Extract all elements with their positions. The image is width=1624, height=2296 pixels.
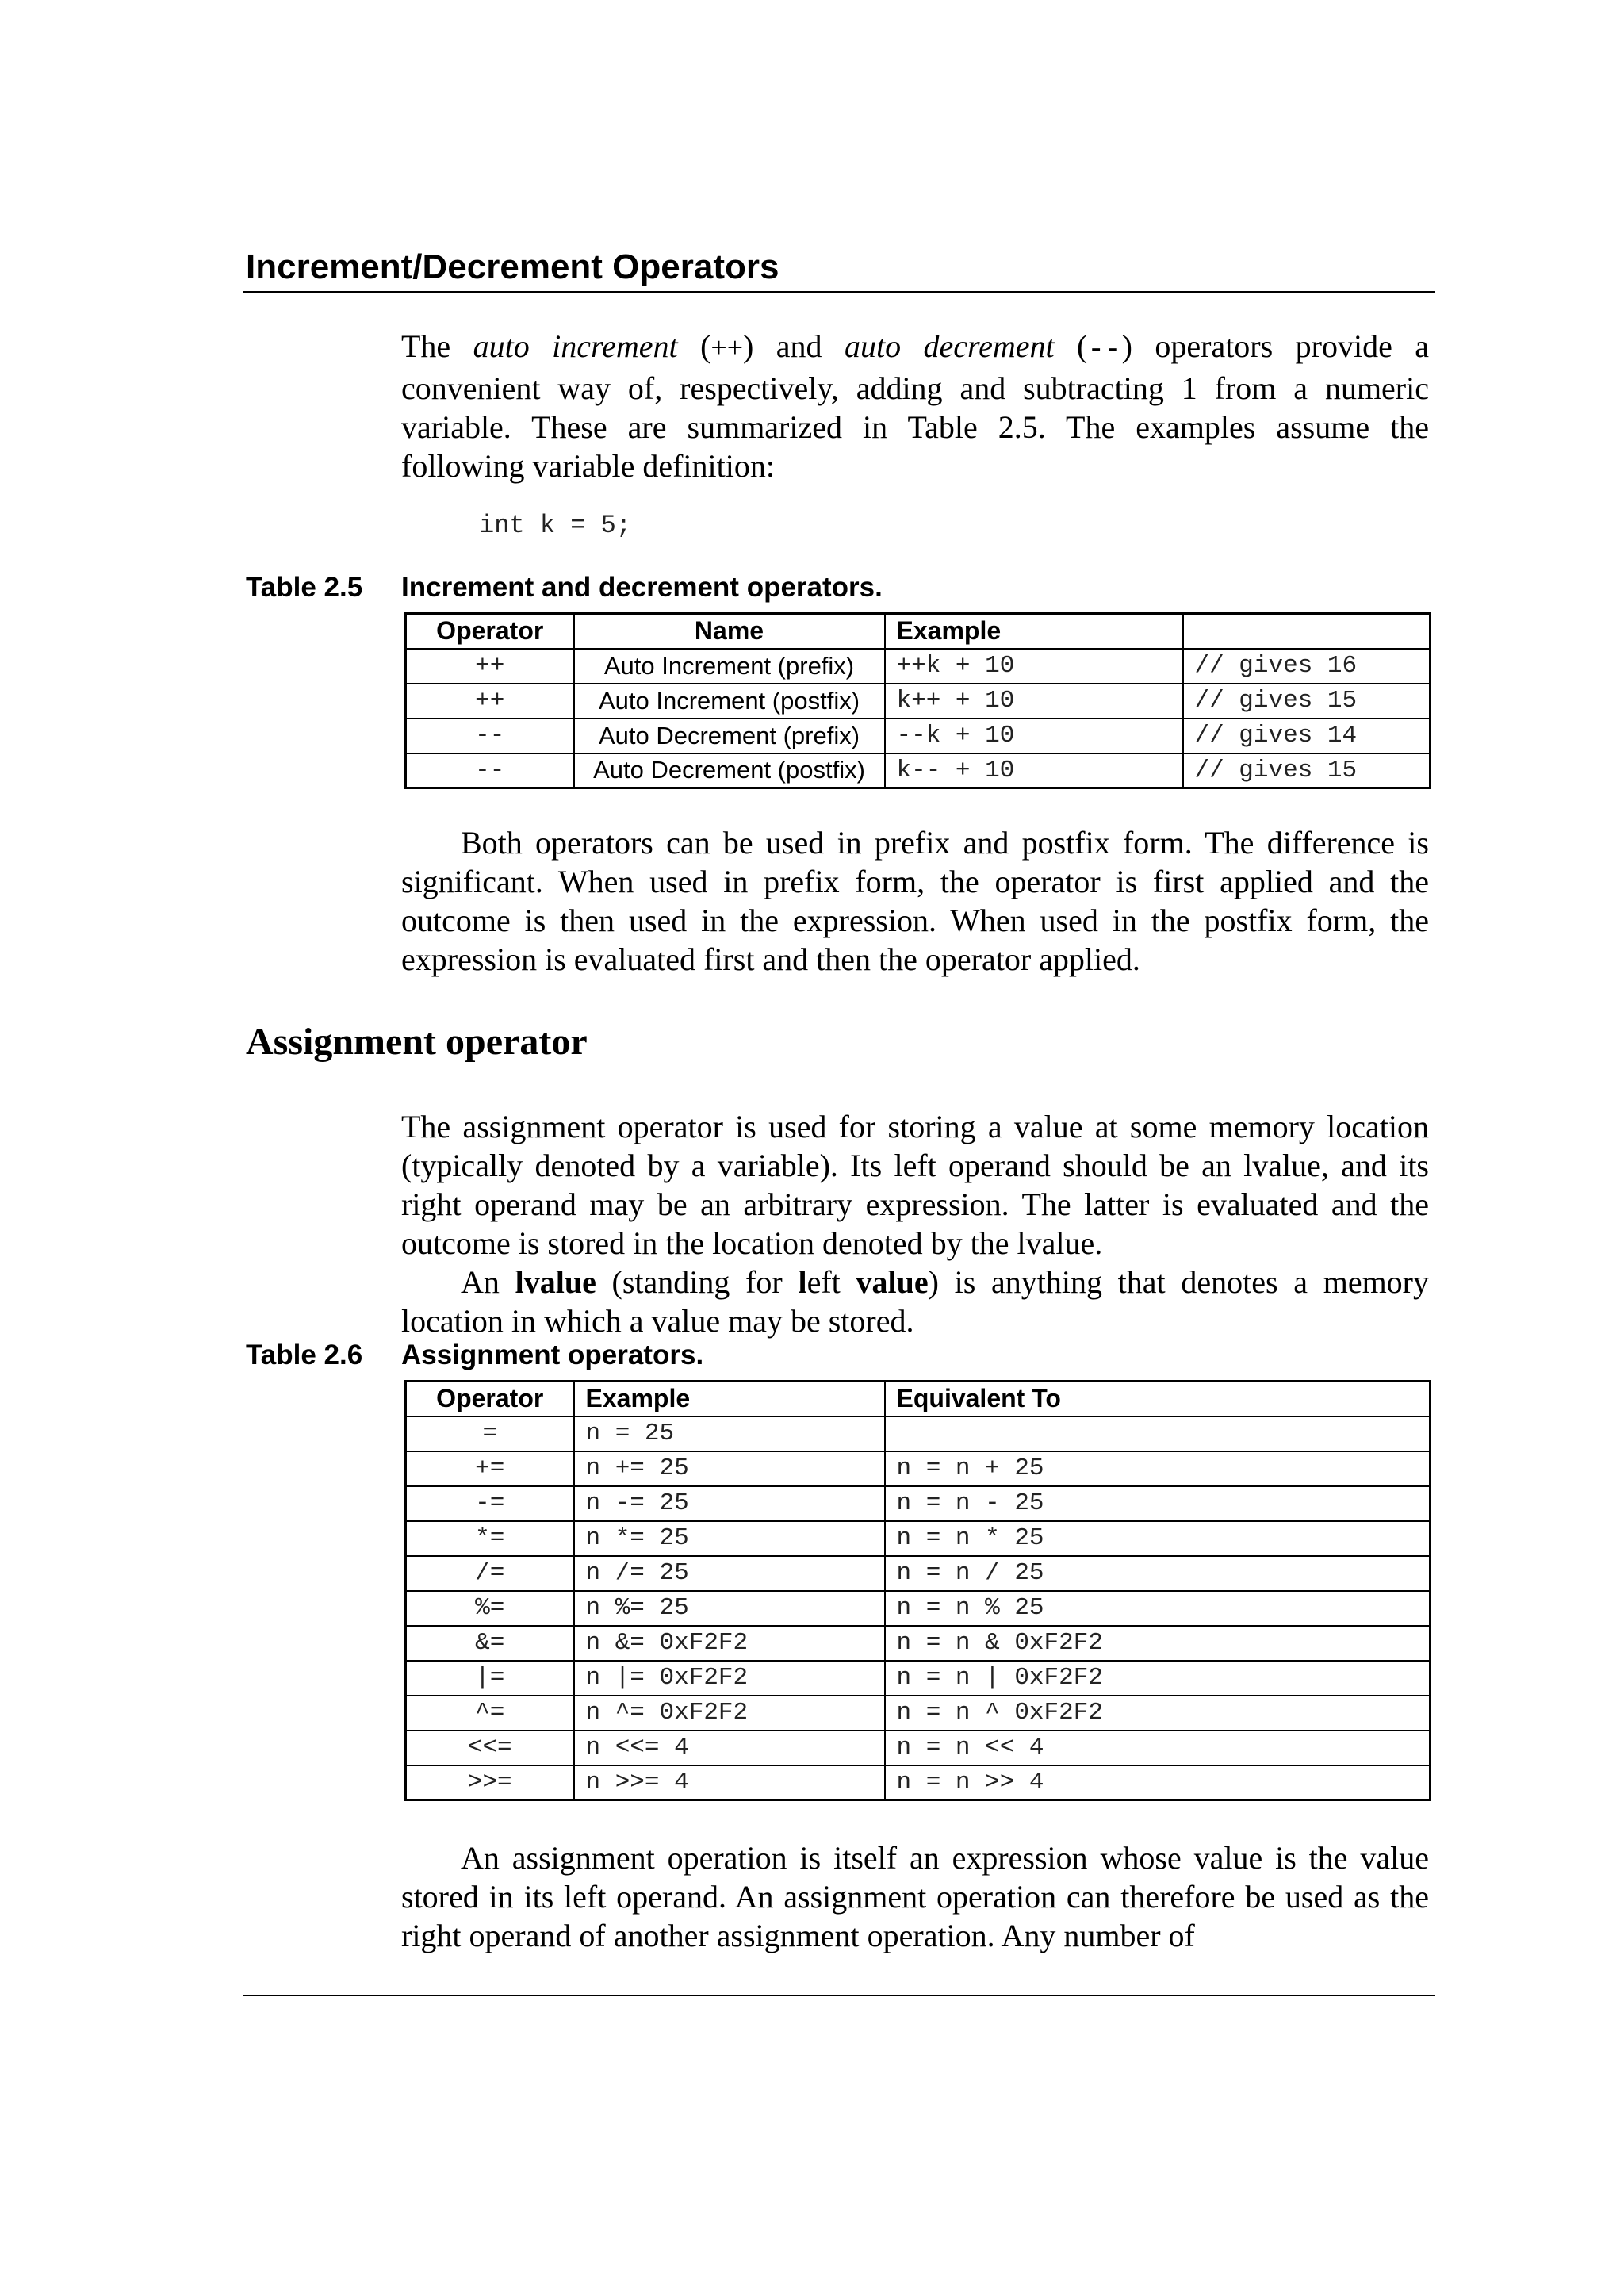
assignment-paragraph: The assignment operator is used for storing a value at some memory location (typically denoted by a variable). Its left operand should be an lvalue, and its right operand may be an arbitrary expression. The latter is evaluated and the outcome is stored in the location denoted by the lvalue. [401, 1109, 1429, 1261]
equivalent-cell: n = n - 25 [885, 1486, 1431, 1521]
comment-cell: // gives 16 [1183, 649, 1431, 684]
equivalent-cell: n = n & 0xF2F2 [885, 1626, 1431, 1661]
code-example: int k = 5; [479, 511, 632, 540]
intro-paragraph [401, 327, 1429, 485]
text: ) operators provide a convenient way of, respectively, adding and subtracting 1 from a numeric variable. These are summarized in Table 2.5. The examples assume the following variable definition: [401, 328, 1430, 484]
equivalent-cell: n = n / 25 [885, 1556, 1431, 1591]
column-header: Example [574, 1382, 885, 1416]
example-cell: k-- + 10 [885, 753, 1183, 788]
section-heading: Assignment operator [246, 1021, 588, 1063]
bold-term: lvalue [515, 1264, 596, 1300]
table-row [406, 1765, 1431, 1800]
text: eft [806, 1264, 856, 1300]
table-row [406, 1416, 1431, 1451]
column-header: Operator [406, 1382, 574, 1416]
footer-rule [243, 1995, 1435, 1996]
operator-cell: %= [406, 1591, 574, 1626]
table-label: Table 2.6 [246, 1340, 363, 1370]
comment-cell: // gives 15 [1183, 684, 1431, 719]
table-row [406, 719, 1431, 753]
bold-term: value [856, 1264, 929, 1300]
operator-cell: -= [406, 1486, 574, 1521]
equivalent-cell: n = n >> 4 [885, 1765, 1431, 1800]
table-header-row [406, 1382, 1431, 1416]
operator-cell: >>= [406, 1765, 574, 1800]
operator-cell: = [406, 1416, 574, 1451]
equivalent-cell: n = n + 25 [885, 1451, 1431, 1486]
text: The [401, 328, 473, 364]
equivalent-cell: n = n * 25 [885, 1521, 1431, 1556]
example-cell: n *= 25 [574, 1521, 885, 1556]
text: ) and [743, 328, 845, 364]
italic-term: auto decrement [844, 328, 1055, 364]
operator-cell: &= [406, 1626, 574, 1661]
heading-rule [243, 291, 1435, 293]
assignment-operators-table [404, 1380, 1431, 1801]
operator-cell: -- [406, 753, 574, 788]
table-row [406, 1661, 1431, 1696]
column-header: Example [885, 614, 1183, 649]
table-row [406, 1626, 1431, 1661]
equivalent-cell: n = n << 4 [885, 1731, 1431, 1765]
column-header [1183, 614, 1431, 649]
comment-cell: // gives 15 [1183, 753, 1431, 788]
text: ) is anything that denotes a memory location in which a value may be stored. [401, 1264, 1430, 1339]
comment-cell: // gives 14 [1183, 719, 1431, 753]
bold-term: l [798, 1264, 807, 1300]
column-header: Name [574, 614, 885, 649]
table-row [406, 1731, 1431, 1765]
text: An [461, 1264, 515, 1300]
example-cell: n |= 0xF2F2 [574, 1661, 885, 1696]
example-cell: ++k + 10 [885, 649, 1183, 684]
italic-term: auto increment [473, 328, 678, 364]
table-caption: Assignment operators. [401, 1340, 704, 1370]
equivalent-cell: n = n % 25 [885, 1591, 1431, 1626]
operator-cell: += [406, 1451, 574, 1486]
example-cell: n = 25 [574, 1416, 885, 1451]
example-cell: n &= 0xF2F2 [574, 1626, 885, 1661]
name-cell: Auto Decrement (postfix) [574, 753, 885, 788]
table-row [406, 1451, 1431, 1486]
table-row [406, 1591, 1431, 1626]
table-row [406, 1696, 1431, 1731]
example-cell: n += 25 [574, 1451, 885, 1486]
example-cell: n ^= 0xF2F2 [574, 1696, 885, 1731]
example-cell: k++ + 10 [885, 684, 1183, 719]
equivalent-cell: n = n ^ 0xF2F2 [885, 1696, 1431, 1731]
column-header: Equivalent To [885, 1382, 1431, 1416]
increment-decrement-table [404, 612, 1431, 789]
example-cell: n -= 25 [574, 1486, 885, 1521]
operator-symbol: ++ [710, 332, 744, 363]
equivalent-cell: n = n | 0xF2F2 [885, 1661, 1431, 1696]
table-row [406, 1556, 1431, 1591]
table-row [406, 753, 1431, 788]
equivalent-cell [885, 1416, 1431, 1451]
example-cell: --k + 10 [885, 719, 1183, 753]
text: ( [1054, 328, 1088, 364]
operator-cell: |= [406, 1661, 574, 1696]
table-header-row [406, 614, 1431, 649]
operator-cell: /= [406, 1556, 574, 1591]
name-cell: Auto Increment (prefix) [574, 649, 885, 684]
operator-cell: ^= [406, 1696, 574, 1731]
example-cell: n <<= 4 [574, 1731, 885, 1765]
operator-cell: ++ [406, 649, 574, 684]
table-caption: Increment and decrement operators. [401, 572, 883, 603]
operator-cell: -- [406, 719, 574, 753]
operator-cell: <<= [406, 1731, 574, 1765]
column-header: Operator [406, 614, 574, 649]
text: ( [677, 328, 711, 364]
lvalue-paragraph [401, 1263, 1429, 1340]
name-cell: Auto Increment (postfix) [574, 684, 885, 719]
table-row [406, 649, 1431, 684]
prefix-postfix-paragraph: Both operators can be used in prefix and postfix form. The difference is significant. When used in prefix form, the operator is first applied and the outcome is then used in the expression. When used in the postfix form, the expression is evaluated first and then the operator applied. [401, 825, 1429, 977]
example-cell: n >>= 4 [574, 1765, 885, 1800]
table-row [406, 1521, 1431, 1556]
closing-paragraph: An assignment operation is itself an expression whose value is the value stored in its left operand. An assignment operation can therefore be used as the right operand of another assignment operation. Any number of [401, 1840, 1429, 1953]
example-cell: n %= 25 [574, 1591, 885, 1626]
operator-symbol: -- [1087, 333, 1122, 366]
table-row [406, 1486, 1431, 1521]
name-cell: Auto Decrement (prefix) [574, 719, 885, 753]
section-heading: Increment/Decrement Operators [246, 247, 779, 286]
operator-cell: ++ [406, 684, 574, 719]
example-cell: n /= 25 [574, 1556, 885, 1591]
operator-cell: *= [406, 1521, 574, 1556]
table-label: Table 2.5 [246, 572, 363, 603]
table-row [406, 684, 1431, 719]
text: (standing for [596, 1264, 799, 1300]
